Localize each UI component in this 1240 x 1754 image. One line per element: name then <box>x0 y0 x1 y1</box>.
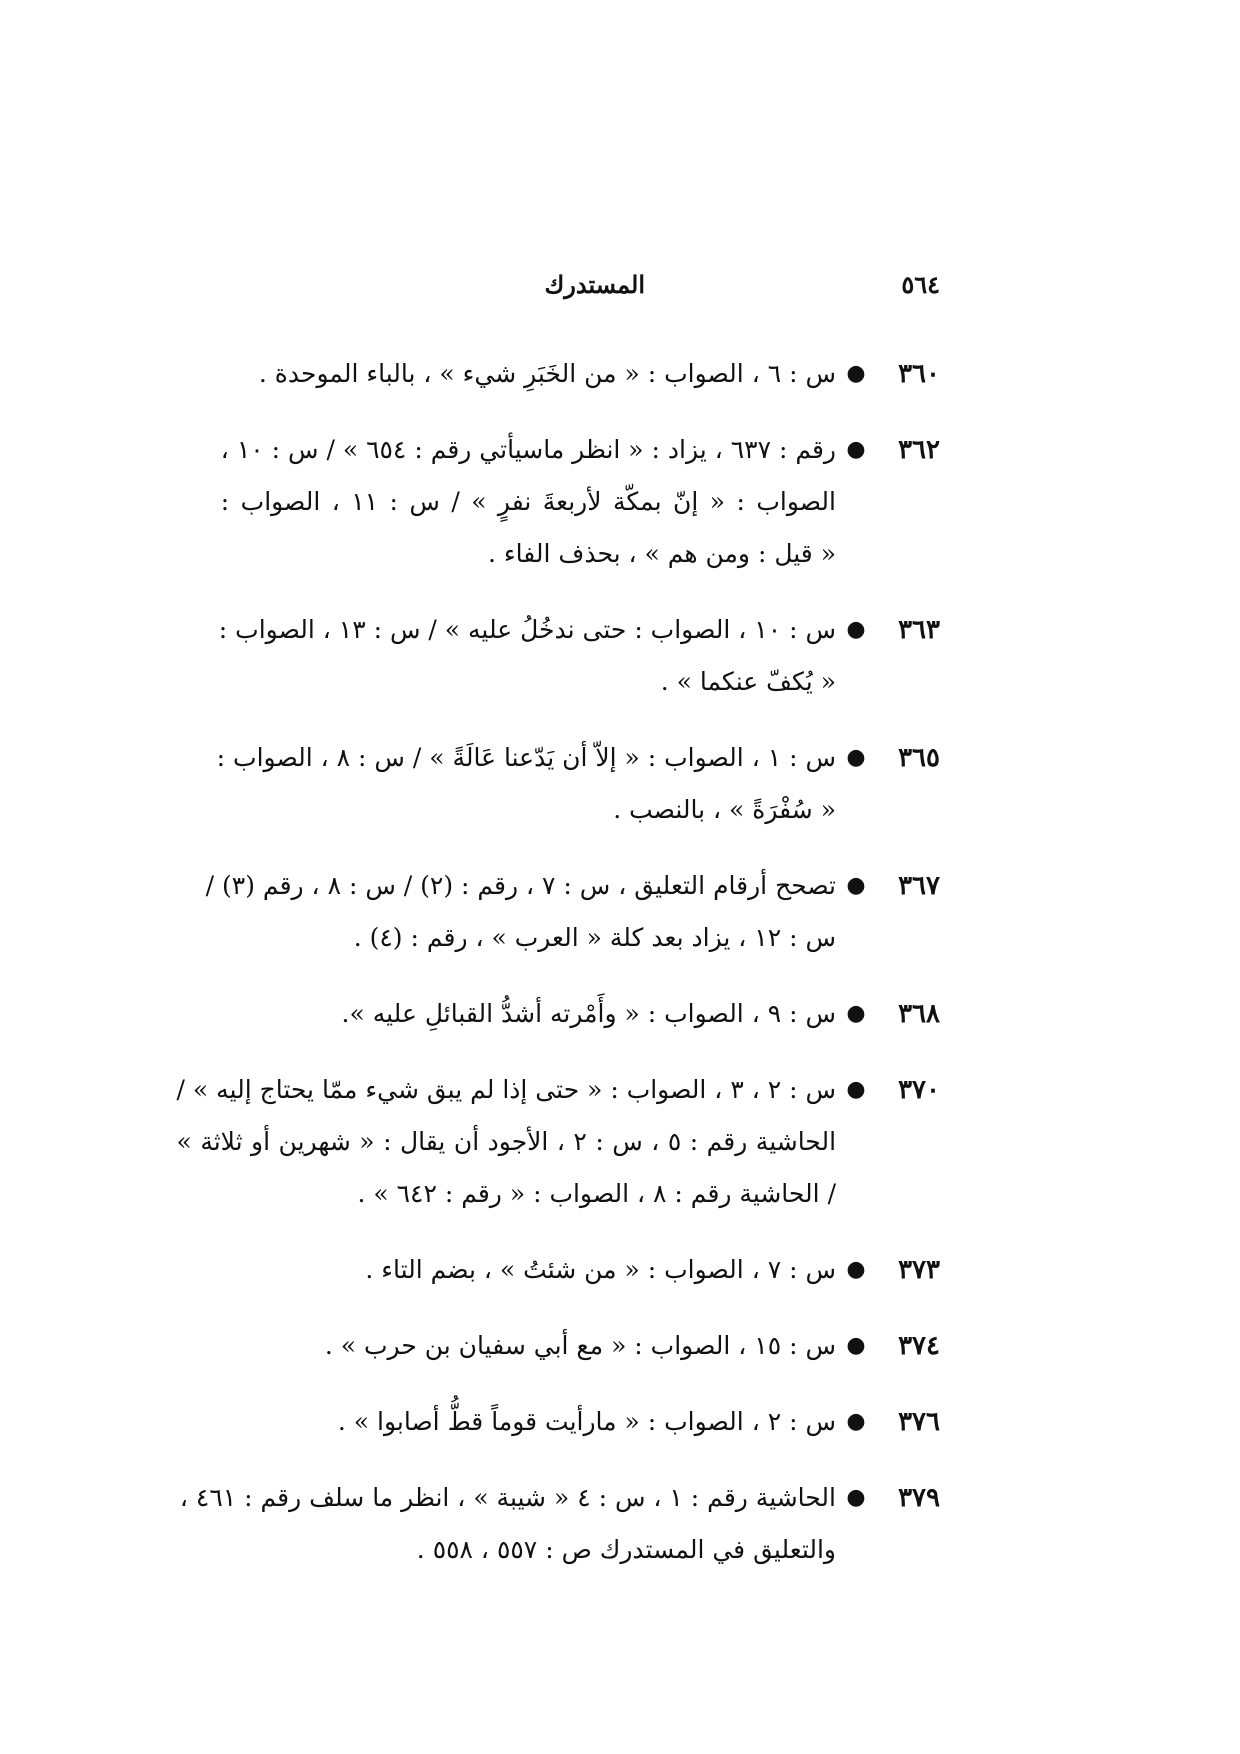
entry-text <box>219 604 836 708</box>
entry-line: س : ١ ، الصواب : « إلاّ أن يَدّعنا عَالَةً » / س : ٨ ، الصواب : <box>216 743 836 772</box>
entry-line: « قيل : ومن هم » ، بحذف الفاء . <box>487 539 836 568</box>
bullet-icon: ● <box>846 873 866 898</box>
bullet-icon: ● <box>846 745 866 770</box>
entry-line: س : ١٢ ، يزاد بعد كلة « العرب » ، رقم : (٤) . <box>353 923 836 952</box>
entry-text <box>206 860 836 964</box>
entry-number: ٣٧٤ <box>898 1331 940 1361</box>
bullet-icon: ● <box>846 1333 866 1358</box>
entry-item <box>205 860 940 964</box>
bullet-icon: ● <box>846 1257 866 1282</box>
bullet-icon: ● <box>846 617 866 642</box>
entry-text <box>177 1064 836 1220</box>
entry-number: ٣٧٩ <box>898 1483 940 1513</box>
bullet-icon: ● <box>846 1409 866 1434</box>
entry-item <box>258 348 940 400</box>
entry-line: الحاشية رقم : ١ ، س : ٤ « شيبة » ، انظر ما سلف رقم : ٤٦١ ، <box>179 1483 836 1512</box>
entry-line: س : ٦ ، الصواب : « من الخَبَرِ شيء » ، بالباء الموحدة . <box>258 359 836 388</box>
entry-text <box>221 424 836 580</box>
entry-line: « سُفْرَةً » ، بالنصب . <box>613 795 836 824</box>
entry-item <box>285 1396 940 1448</box>
bullet-icon: ● <box>846 1485 866 1510</box>
entry-line: س : ٢ ، ٣ ، الصواب : « حتى إذا لم يبق شيء ممّا يحتاج إليه » / <box>176 1075 836 1104</box>
entry-number: ٣٦٢ <box>898 435 940 465</box>
entries-list <box>176 348 940 1600</box>
entry-line: س : ٧ ، الصواب : « من شئتُ » ، بضم التاء . <box>365 1255 836 1284</box>
entry-number: ٣٦٧ <box>898 871 940 901</box>
entry-text <box>180 1472 836 1576</box>
entry-item <box>285 988 940 1040</box>
entry-text <box>285 988 836 1040</box>
entry-line: رقم : ٦٣٧ ، يزاد : « انظر ماسيأتي رقم : ٦٥٤ » / س : ١٠ ، <box>220 435 836 464</box>
entry-item <box>216 732 940 836</box>
entry-text <box>259 348 836 400</box>
entry-line: / الحاشية رقم : ٨ ، الصواب : « رقم : ٦٤٢ » . <box>357 1179 836 1208</box>
entry-line: س : ٢ ، الصواب : « مارأيت قوماً قطُّ أصابوا » . <box>337 1407 836 1436</box>
bullet-icon: ● <box>846 361 866 386</box>
entry-text <box>217 732 836 836</box>
entry-line: الصواب : « إنّ بمكّة لأربعةَ نفرٍ » / س : ١١ ، الصواب : <box>220 487 836 516</box>
entry-number: ٣٧٠ <box>898 1075 940 1105</box>
entry-number: ٣٦٠ <box>898 359 940 389</box>
page-number: ٥٦٤ <box>901 270 940 299</box>
bullet-icon: ● <box>846 1077 866 1102</box>
entry-line: والتعليق في المستدرك ص : ٥٥٧ ، ٥٥٨ . <box>416 1535 836 1564</box>
entry-item <box>176 1064 940 1220</box>
entry-item <box>285 1320 940 1372</box>
entry-line: تصحح أرقام التعليق ، س : ٧ ، رقم : (٢) / س : ٨ ، رقم (٣) / <box>205 871 836 900</box>
bullet-icon: ● <box>846 437 866 462</box>
section-title: المستدرك <box>544 270 645 299</box>
entry-number: ٣٦٥ <box>898 743 940 773</box>
entry-text <box>285 1244 836 1296</box>
entry-item <box>220 424 940 580</box>
entry-number: ٣٧٦ <box>898 1407 940 1437</box>
entry-item <box>218 604 940 708</box>
entry-text <box>285 1320 836 1372</box>
entry-line: الحاشية رقم : ٥ ، س : ٢ ، الأجود أن يقال : « شهرين أو ثلاثة » <box>176 1127 837 1156</box>
entry-text <box>285 1396 836 1448</box>
entry-item <box>179 1472 940 1576</box>
entry-number: ٣٦٣ <box>898 615 940 645</box>
entry-item <box>285 1244 940 1296</box>
entry-line: « يُكفّ عنكما » . <box>660 667 836 696</box>
bullet-icon: ● <box>846 1001 866 1026</box>
entry-line: س : ٩ ، الصواب : « وأَمْرته أشدُّ القبائلِ عليه ». <box>341 999 836 1028</box>
entry-line: س : ١٥ ، الصواب : « مع أبي سفيان بن حرب » . <box>324 1331 836 1360</box>
entry-number: ٣٧٣ <box>898 1255 940 1285</box>
entry-line: س : ١٠ ، الصواب : حتى ندخُلُ عليه » / س : ١٣ ، الصواب : <box>218 615 836 644</box>
entry-number: ٣٦٨ <box>898 999 940 1029</box>
